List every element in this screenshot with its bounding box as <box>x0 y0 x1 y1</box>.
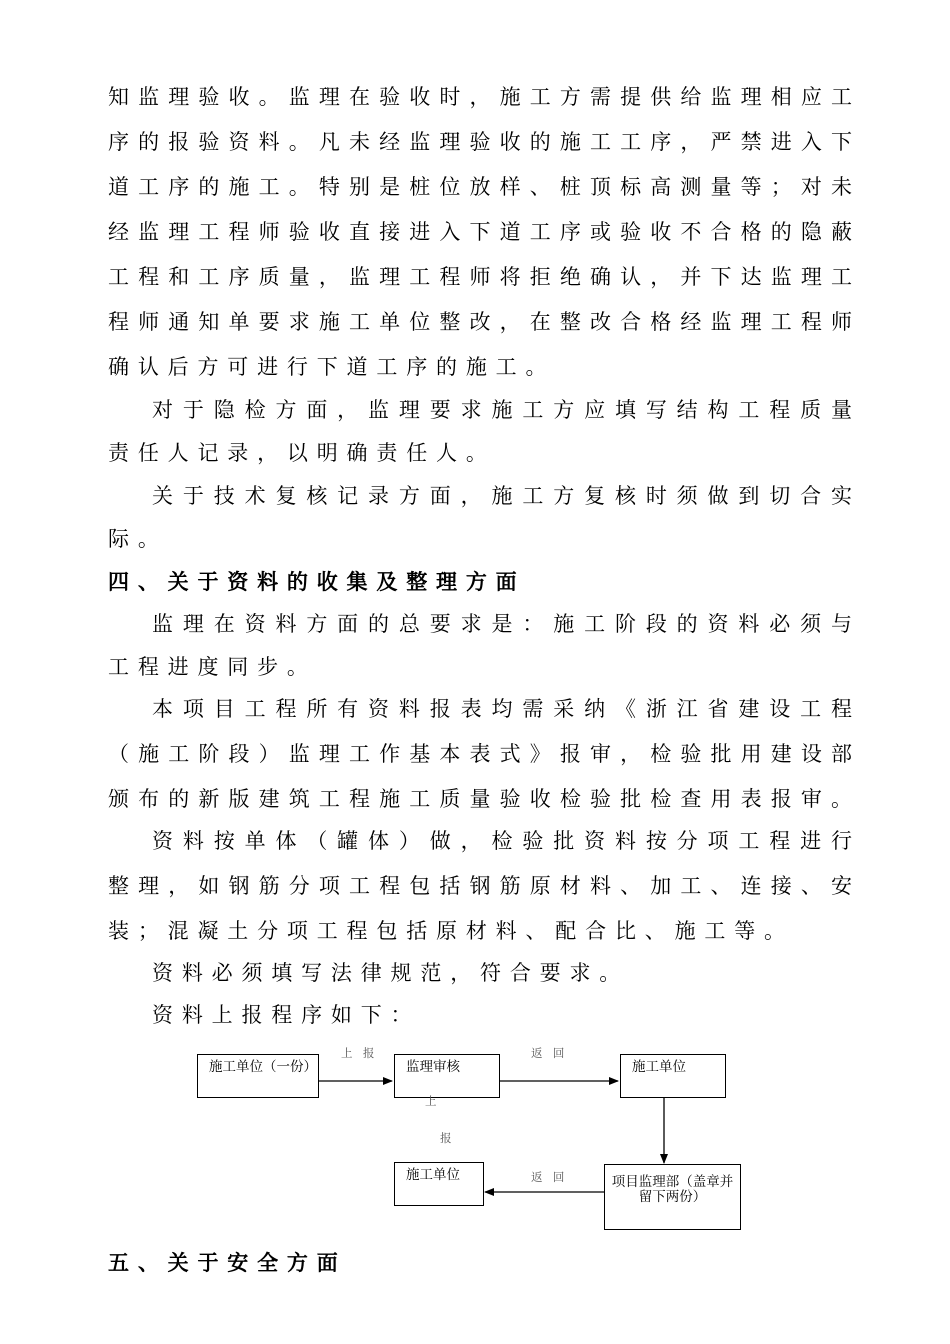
text-line: 装；混凝土分项工程包括原材料、配合比、施工等。 <box>108 919 794 943</box>
text-line: 知监理验收。监理在验收时，施工方需提供给监理相应工 <box>108 85 852 109</box>
label-submit: 上报 <box>341 1046 385 1060</box>
text-line: 资料必须填写法律规范，符合要求。 <box>152 961 630 985</box>
text-line: 道工序的施工。特别是桩位放样、桩顶标高测量等；对未 <box>108 175 852 199</box>
text-line: 序的报验资料。凡未经监理验收的施工工序，严禁进入下 <box>108 130 852 154</box>
text-line: 责任人记录，以明确责任人。 <box>108 441 496 465</box>
label-submit-vertical-2: 报 <box>440 1131 462 1145</box>
text-line: 关于技术复核记录方面，施工方复核时须做到切合实 <box>152 484 852 508</box>
box-construction-unit-returned: 施工单位 <box>620 1054 726 1098</box>
text-line: 工程进度同步。 <box>108 655 317 679</box>
text-line: 程师通知单要求施工单位整改，在整改合格经监理工程师 <box>108 310 852 334</box>
section-heading: 四、关于资料的收集及整理方面 <box>108 569 526 594</box>
text-line: 经监理工程师验收直接进入下道工序或验收不合格的隐蔽 <box>108 220 852 244</box>
text-line: 整理，如钢筋分项工程包括钢筋原材料、加工、连接、安 <box>108 874 852 898</box>
text-line: 颁布的新版建筑工程施工质量验收检验批检查用表报审。 <box>108 787 852 811</box>
text-line: 监理在资料方面的总要求是：施工阶段的资料必须与 <box>152 612 852 636</box>
label-return-bottom: 返回 <box>531 1170 575 1184</box>
label-return: 返回 <box>531 1046 575 1060</box>
text-line: 资料上报程序如下： <box>152 1003 421 1027</box>
text-line: 对于隐检方面，监理要求施工方应填写结构工程质量 <box>152 398 852 422</box>
text-line: 确认后方可进行下道工序的施工。 <box>108 355 556 379</box>
text-line: （施工阶段）监理工作基本表式》报审，检验批用建设部 <box>108 742 852 766</box>
box-construction-unit-final: 施工单位 <box>394 1162 484 1206</box>
text-line: 工程和工序质量，监理工程师将拒绝确认，并下达监理工 <box>108 265 852 289</box>
label-submit-vertical-1: 上 <box>425 1094 447 1108</box>
box-project-supervision-dept: 项目监理部（盖章并留下两份） <box>604 1164 741 1230</box>
text-line: 际。 <box>108 527 168 551</box>
section-heading: 五、关于安全方面 <box>108 1250 347 1275</box>
text-line: 本项目工程所有资料报表均需采纳《浙江省建设工程 <box>152 697 852 721</box>
box-supervision-review: 监理审核 <box>394 1054 500 1098</box>
text-line: 资料按单体（罐体）做，检验批资料按分项工程进行 <box>152 829 852 853</box>
box-construction-unit-one-copy: 施工单位（一份） <box>197 1054 319 1098</box>
